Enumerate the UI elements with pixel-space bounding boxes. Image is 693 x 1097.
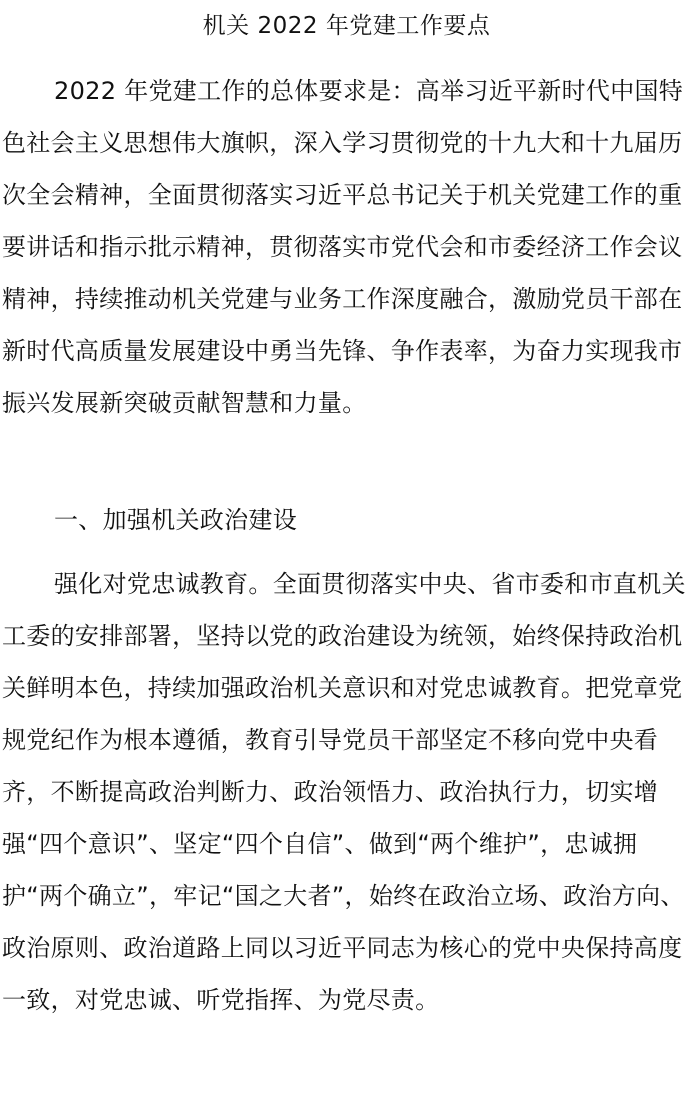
section-heading: 一、加强机关政治建设 [54, 506, 297, 534]
document-title: 机关 2022 年党建工作要点 [202, 13, 491, 39]
section-body-paragraph: 强化对党忠诚教育。全面贯彻落实中央、省市委和市直机关工委的安排部署，坚持以党的政治建设为统领，始终保持政治机关鲜明本色，持续加强政治机关意识和对党忠诚教育。把党章党规党纪作为根本遵循，教育引导党员干部坚定不移向党中央看齐，不断提高政治判断力、政治领悟力、政治执行力，切实增强“四个意识”、坚定“四个自信”、做到“两个维护”，忠诚拥护“两个确立”，牢记“国之大者”，始终在政治立场、政治方向、政治原则、政治道路上同以习近平同志为核心的党中央保持高度一致，对党忠诚、听党指挥、为党尽责。 [2, 570, 686, 1014]
intro-paragraph: 2022 年党建工作的总体要求是：高举习近平新时代中国特色社会主义思想伟大旗帜，深入学习贯彻党的十九大和十九届历次全会精神，全面贯彻落实习近平总书记关于机关党建工作的重要讲话和指示批示精神，贯彻落实市党代会和市委经济工作会议精神，持续推动机关党建与业务工作深度融合，激励党员干部在新时代高质量发展建设中勇当先锋、争作表率，为奋力实现我市振兴发展新突破贡献智慧和力量。 [2, 77, 684, 417]
